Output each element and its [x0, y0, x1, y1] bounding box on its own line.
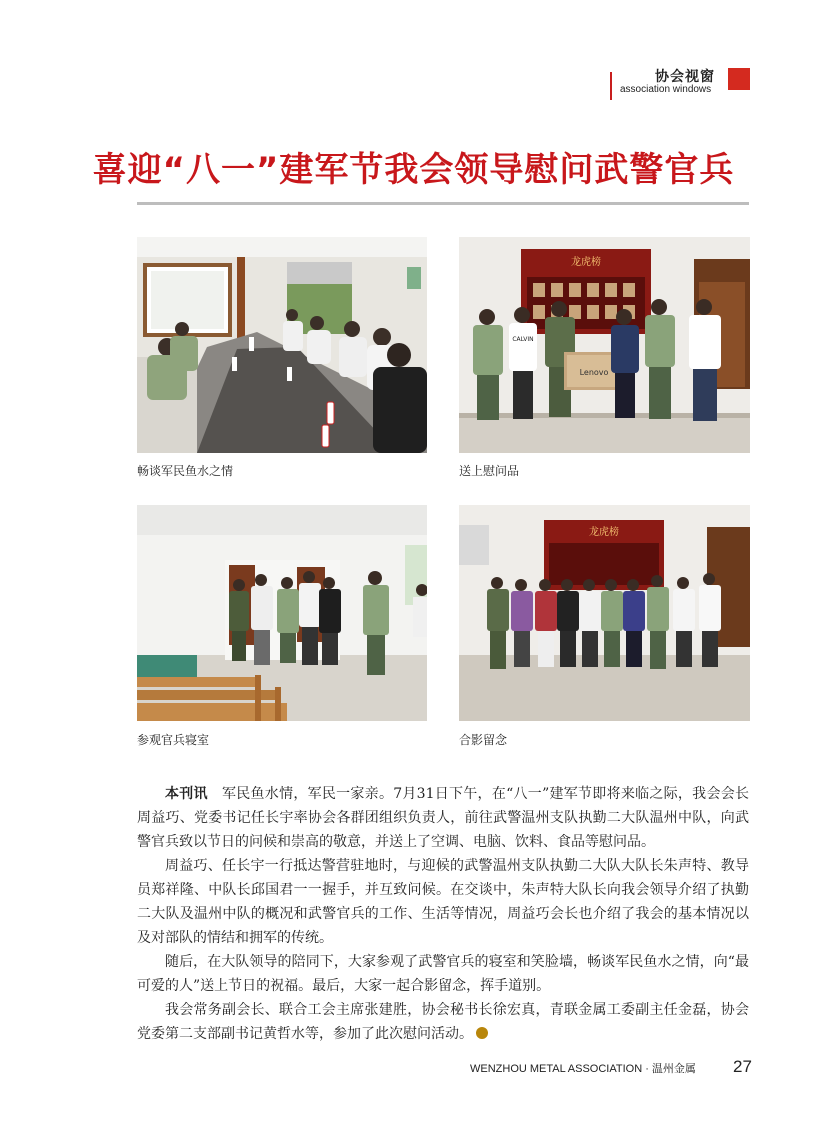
- paragraph-text: 我会常务副会长、联合工会主席张建胜，协会秘书长徐宏真，青联金属工委副主任金磊，协会党委第二支部副书记黄哲水等，参加了此次慰问活动。: [137, 1002, 749, 1042]
- section-marker-icon: [728, 68, 750, 90]
- page-number: 27: [733, 1057, 752, 1076]
- article-title: 喜迎“八一”建军节我会领导慰问武警官兵: [92, 150, 735, 190]
- section-subtitle: association windows: [620, 84, 712, 95]
- article-paragraph: [137, 998, 749, 1046]
- board-title: 龙虎榜: [589, 527, 619, 538]
- board-title: 龙虎榜: [571, 257, 601, 268]
- article-paragraph: 随后，在大队领导的陪同下，大家参观了武警官兵的寝室和笑脸墙，畅谈军民鱼水之情，向“最可爱的人”送上节日的祝福。最后，大家一起合影留念，挥手道别。: [137, 954, 749, 994]
- paragraph-text: 军民鱼水情，军民一家亲。7月31日下午，在“八一”建军节即将来临之际，我会会长周益巧、党委书记任长宇率协会各群团组织负责人，前往武警温州支队执勤二大队温州中队，向武警官兵致以节日的问候和崇高的敬意，并送上了空调、电脑、饮料、食品等慰问品。: [137, 786, 749, 850]
- photo-caption: 畅谈军民鱼水之情: [137, 464, 234, 478]
- end-mark-icon: [476, 1027, 488, 1039]
- section-title: 协会视窗: [655, 69, 715, 85]
- article-paragraph: [137, 782, 749, 854]
- header-divider: [610, 72, 612, 100]
- article-paragraph: 周益巧、任长宇一行抵达警营驻地时，与迎候的武警温州支队执勤二大队大队长朱声特、教导员郑祥隆、中队长邱国君一一握手，并互致问候。在交谈中，朱声特大队长向我会领导介绍了执勤二大队及温州中队的概况和武警官兵的工作、生活等情况，周益巧会长也介绍了我会的基本情况以及对部队的情结和拥军的传统。: [137, 858, 749, 946]
- shirt-text: CALVIN: [512, 336, 534, 343]
- photo-caption: 参观官兵寝室: [137, 733, 210, 747]
- article-body: [137, 782, 749, 1046]
- photo-caption: 送上慰问品: [459, 464, 520, 478]
- photo-gifts: [459, 237, 750, 453]
- footer-publication: WENZHOU METAL ASSOCIATION · 温州金属: [470, 1063, 696, 1075]
- lead-label: 本刊讯: [165, 786, 208, 802]
- photo-group: [459, 505, 750, 721]
- box-brand: Lenovo: [579, 368, 609, 377]
- photo-dormitory: [137, 505, 427, 721]
- photo-caption: 合影留念: [459, 733, 508, 747]
- photo-meeting: [137, 237, 427, 453]
- title-divider: [137, 202, 749, 205]
